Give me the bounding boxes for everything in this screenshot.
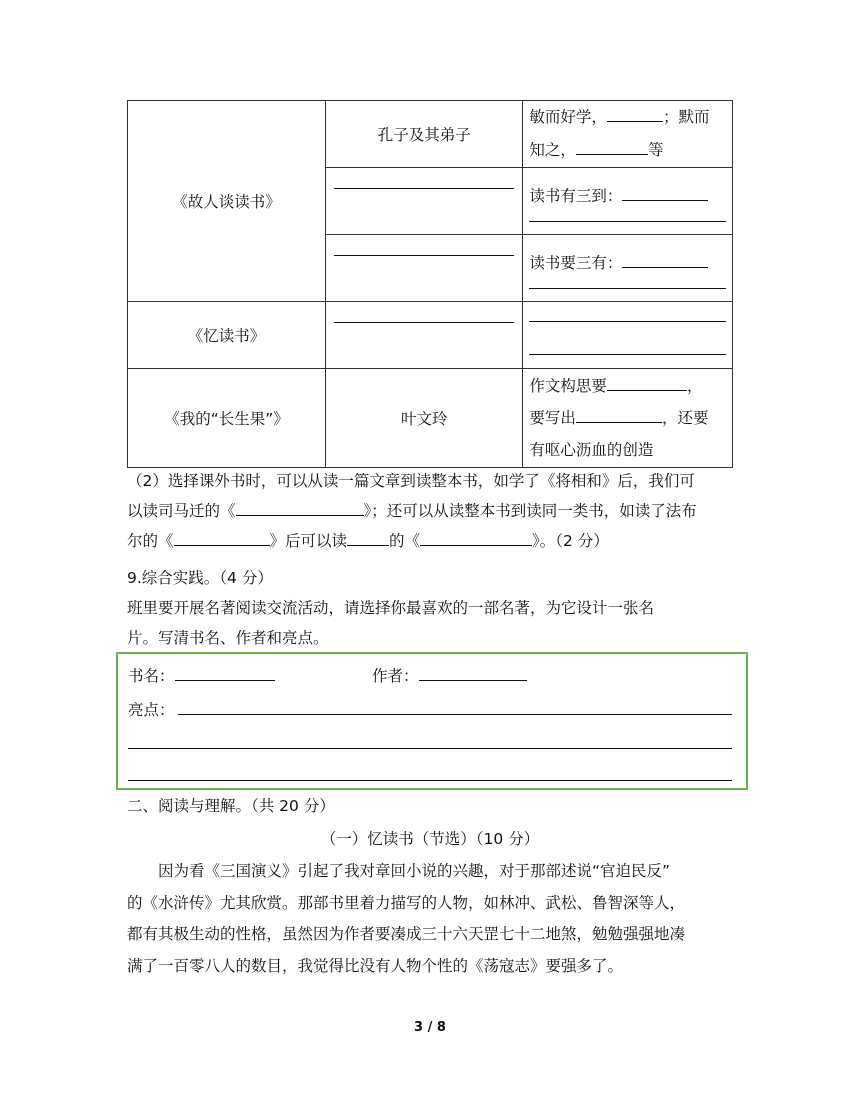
title-yidushu: 《忆读书》 [187,327,266,345]
book-label: 书名： [128,667,175,685]
cell-title-changshengguo [128,369,326,468]
author-row [372,664,527,686]
blank-row3-col2[interactable] [334,255,514,256]
passage-line-1: 因为看《三国演义》引起了我对章回小说的兴趣，对于那部述说“官迫民反” [158,862,671,880]
blank-row2-col2[interactable] [334,188,514,189]
blank-q2-4[interactable] [420,530,532,547]
title-changshengguo: 《我的“长生果”》 [164,410,289,428]
cell-content-4 [523,302,733,369]
author-yewenling: 叶文玲 [400,410,448,428]
q9-title: 9.综合实践。（4 分） [127,569,273,587]
passage-line-4: 满了一百零八人的数目，我觉得比没有人物个性的《荡寇志》要强多了。 [127,956,624,975]
author-kongzi: 孔子及其弟子 [377,126,471,144]
highlight-row [128,698,175,720]
blank-3[interactable] [622,185,708,202]
blank-2[interactable] [576,139,648,156]
section-heading: 二、阅读与理解。（共 20 分） [127,797,335,815]
text-zhizhi: 知之， [529,141,576,159]
page-number: 3 / 8 [414,1020,446,1035]
passage [127,856,733,982]
q2-line3c: 的《 [389,532,421,550]
highlight-blank-1[interactable] [178,714,732,715]
section-2-heading [127,791,733,821]
cell-blank-row4 [326,302,523,369]
highlight-label: 亮点： [128,701,175,719]
cell-blank-row2 [326,168,523,235]
cell-content-2 [523,168,733,235]
book-row [128,664,275,686]
text-minerhaoxue: 敏而好学， [529,108,607,126]
blank-q2-1[interactable] [236,500,364,517]
cell-content-1 [523,101,733,168]
blank-7[interactable] [529,321,726,322]
book-blank[interactable] [175,665,275,682]
section-2-subheading [127,824,733,854]
question-9 [127,563,733,653]
text-ououxinlixue: 有呕心沥血的创造 [529,441,654,459]
highlight-blank-2[interactable] [128,748,732,749]
q2-line2b: 》；还可以从读整本书到读同一类书，如读了法布 [363,502,697,520]
q9-line2: 片。写清书名、作者和亮点。 [127,629,329,647]
blank-q2-3[interactable] [347,530,389,547]
q9-line1: 班里要开展名著阅读交流活动，请选择你最喜欢的一部名著，为它设计一张名 [127,599,655,617]
cell-author-yewenling [326,369,523,468]
blank-row4-col2[interactable] [334,322,514,323]
text-goussi: 作文构思要 [529,377,607,395]
q2-line3a: 尔的《 [127,532,174,550]
text-moer: ；默而 [662,108,710,126]
text-comma-1: ， [686,377,703,395]
blank-9[interactable] [607,375,687,392]
author-blank[interactable] [419,665,527,682]
blank-5[interactable] [622,252,708,269]
blank-1[interactable] [607,106,663,123]
q2-line3b: 》后可以读 [269,532,348,550]
text-deng: 等 [647,141,664,159]
cell-content-5 [523,369,733,468]
q2-line2a: 以读司马迁的《 [127,502,236,520]
cell-title-yidushu [128,302,326,369]
question-2 [127,466,733,556]
q2-line3d: 》。（2 分） [532,532,609,550]
cell-blank-row3 [326,235,523,302]
blank-10[interactable] [576,407,662,424]
highlight-blank-3[interactable] [128,780,732,781]
name-card-box [116,652,748,790]
cell-author-kongzi [326,101,523,168]
reading-table [127,100,733,468]
passage-line-2: 的《水浒传》尤其欣赏。那部书里着力描写的人物，如林冲、武松、鲁智深等人， [127,893,686,912]
text-haiyao: ，还要 [661,409,709,427]
blank-8[interactable] [529,354,726,355]
title-guren: 《故人谈读书》 [172,193,281,211]
author-label: 作者： [372,667,419,685]
blank-q2-2[interactable] [174,530,270,547]
label-sandao: 读书有三到： [529,187,623,205]
section-subheading: （一）忆读书（节选）（10 分） [320,830,540,848]
passage-line-3: 都有其极生动的性格，虽然因为作者要凑成三十六天罡七十二地煞，勉勉强强地凑 [127,925,686,943]
cell-title-guren [128,101,326,302]
q2-line1: （2）选择课外书时，可以从读一篇文章到读整本书，如学了《将相和》后，我们可 [127,472,695,490]
cell-content-3 [523,235,733,302]
text-yaoxiechu: 要写出 [529,409,576,427]
label-sanyou: 读书要三有： [529,254,623,272]
